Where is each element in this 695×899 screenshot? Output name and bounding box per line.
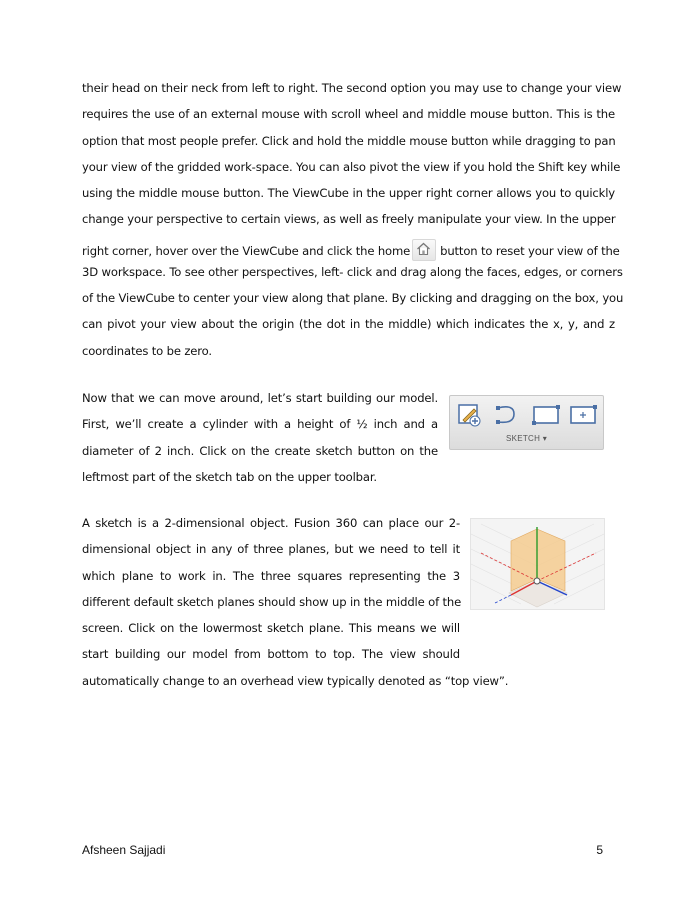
footer-author: Afsheen Sajjadi <box>82 843 166 857</box>
text-line: automatically change to an overhead view typically denoted as “top view”. <box>82 673 509 688</box>
paragraph-navigation <box>82 80 624 369</box>
sketch-planes-image <box>470 518 605 610</box>
rectangle-icon <box>532 405 560 425</box>
paragraph-sketch-planes <box>82 515 509 699</box>
text-segment: button to reset your view of the <box>440 243 620 258</box>
text-line: First, we’ll create a cylinder with a height of ½ inch and a <box>82 417 438 432</box>
paragraph-create-sketch <box>82 390 438 495</box>
text-line: coordinates to be zero. <box>82 343 212 358</box>
text-line: A sketch is a 2-dimensional object. Fusion 360 can place our 2- <box>82 516 460 530</box>
text-line: option that most people prefer. Click and hold the middle mouse button while dragging to pan <box>82 133 616 148</box>
create-sketch-icon <box>459 405 480 426</box>
plane-left <box>511 529 537 591</box>
text-line: screen. Click on the lowermost sketch plane. This means we will <box>82 621 460 636</box>
plane-right <box>537 529 565 591</box>
text-line: diameter of 2 inch. Click on the create sketch button on the <box>82 443 438 458</box>
text-line: start building our model from bottom to top. The view should <box>82 647 460 662</box>
text-line: using the middle mouse button. The ViewCube in the upper right corner allows you to quickly <box>82 186 615 201</box>
text-line: can pivot your view about the origin (the dot in the middle) which indicates the x, y, and z <box>82 317 615 332</box>
text-line: your view of the gridded work-space. You can also pivot the view if you hold the Shift key while <box>82 159 621 174</box>
sketch-toolbar-icons <box>450 396 603 436</box>
page-number: 5 <box>596 843 603 857</box>
text-line: requires the use of an external mouse with scroll wheel and middle mouse button. This is the <box>82 107 615 122</box>
center-rectangle-icon <box>571 405 597 423</box>
text-line: Now that we can move around, let’s start building our model. <box>82 391 438 405</box>
home-icon <box>416 242 431 256</box>
text-line: change your perspective to certain views, as well as freely manipulate your view. In the upper <box>82 212 616 227</box>
home-button <box>412 239 436 261</box>
text-line: 3D workspace. To see other perspectives, left- click and drag along the faces, edges, or corners <box>82 264 623 279</box>
text-line: of the ViewCube to center your view along that plane. By clicking and dragging on the box, you <box>82 291 624 306</box>
text-line: which plane to work in. The three squares representing the 3 <box>82 568 460 583</box>
text-line-home <box>82 234 620 264</box>
sketch-planes-graphic <box>471 519 604 609</box>
text-line: dimensional object in any of three planes, but we need to tell it <box>82 542 460 557</box>
sketch-toolbar-image <box>449 395 604 450</box>
text-line: different default sketch planes should show up in the middle of the <box>82 594 462 609</box>
arc-icon <box>496 406 514 424</box>
text-line: leftmost part of the sketch tab on the upper toolbar. <box>82 469 377 484</box>
sketch-caption: SKETCH ▾ <box>505 434 548 443</box>
text-line: their head on their neck from left to right. The second option you may use to change your view <box>82 81 622 95</box>
text-segment: right corner, hover over the ViewCube and click the home <box>82 243 411 258</box>
